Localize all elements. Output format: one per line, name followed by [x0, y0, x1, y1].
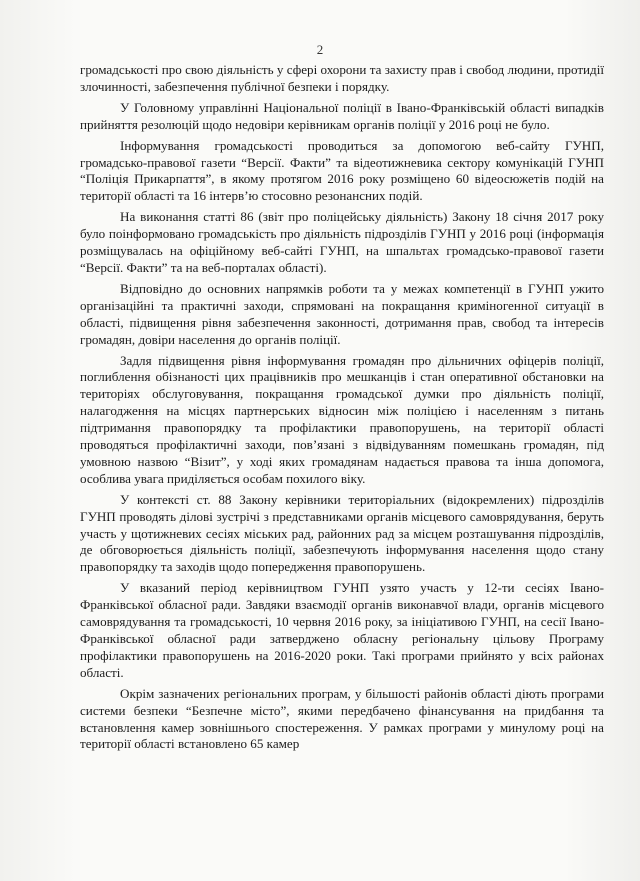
paragraph-safe-city-program: Окрім зазначених регіональних програм, у більшості районів області діють програми системи безпеки “Безпечне місто”, якими передбачено фінансування на придбання та встановлення камер зовнішнього спостереження. У рамках програми у минулому році на території області встановлено 65 камер	[80, 685, 604, 752]
paragraph-public-informing: Інформування громадськості проводиться за допомогою веб-сайту ГУНП, громадсько-правової газети “Версії. Факти” та відеотижневика сектору комунікацій ГУНП “Поліція Прикарпаття”, в якому протягом 2016 року розміщено 60 відеосюжетів подій на території області та 16 інтерв’ю стосовно резонансних подій.	[80, 137, 604, 204]
paragraph-district-officers: Задля підвищення рівня інформування громадян про дільничних офіцерів поліції, поглиблення обізнаності цих працівників про мешканців і стан оперативної обстановки на територіях обслуговування, покращання громадської думки про діяльність поліції, налагодження на місцях партнерських відносин між поліцією і населенням з питань підтримання правопорядку та профілактики правопорушень, на території області проводяться профілактичні заходи, пов’язані з відвідуванням помешкань громадян, під умовною назвою “Візит”, у ході яких громадянам надається правова та інша допомога, особлива увага приділяється особам похилого віку.	[80, 352, 604, 486]
paragraph-no-distrust-resolutions: У Головному управлінні Національної поліції в Івано-Франківській області випадків прийняття резолюцій щодо недовіри керівникам органів поліції у 2016 році не було.	[80, 99, 604, 132]
paragraph-regional-council-sessions: У вказаний період керівництвом ГУНП узято участь у 12-ти сесіях Івано-Франківської обласної ради. Завдяки взаємодії органів виконавчої влади, органів місцевого самоврядування та громадськості, 10 червня 2016 року, за ініціативою ГУНП, на сесії Івано-Франківської обласної ради затверджено обласну регіональну цільову Програму профілактики правопорушень на 2016-2020 роки. Такі програми прийнято у всіх районах області.	[80, 580, 604, 680]
paragraph-continuation: громадськості про свою діяльність у сфері охорони та захисту прав і свобод людини, протидії злочинності, забезпечення публічної безпеки і порядку.	[80, 62, 604, 94]
paragraph-article-86-report: На виконання статті 86 (звіт про поліцейську діяльність) Закону 18 січня 2017 року було поінформовано громадськість про діяльність підрозділів ГУНП у 2016 році (інформація розміщувалась на офіційному веб-сайті ГУНП, на шпальтах громадсько-правової газети “Версії. Факти” та на веб-порталах області).	[80, 209, 604, 275]
page-number: 2	[316, 42, 324, 57]
paragraph-article-88-meetings: У контексті ст. 88 Закону керівники територіальних (відокремлених) підрозділів ГУНП проводять ділові зустрічі з представниками органів місцевого самоврядування, беруть участь у щотижневих сесіях міських рад, районних рад за місцем розташування підрозділів, де обговорюється діяльність поліції, забезпечують інформування населення щодо стану правопорядку та заходів щодо попередження правопорушень.	[80, 491, 604, 575]
document-body	[80, 62, 604, 757]
paragraph-organizational-measures: Відповідно до основних напрямків роботи та у межах компетенції в ГУНП ужито організаційні та практичні заходи, спрямовані на покращання криміногенної ситуації в області, підвищення рівня забезпечення законності, дотримання прав, свобод та інтересів громадян, довіри населення до органів поліції.	[80, 280, 604, 347]
